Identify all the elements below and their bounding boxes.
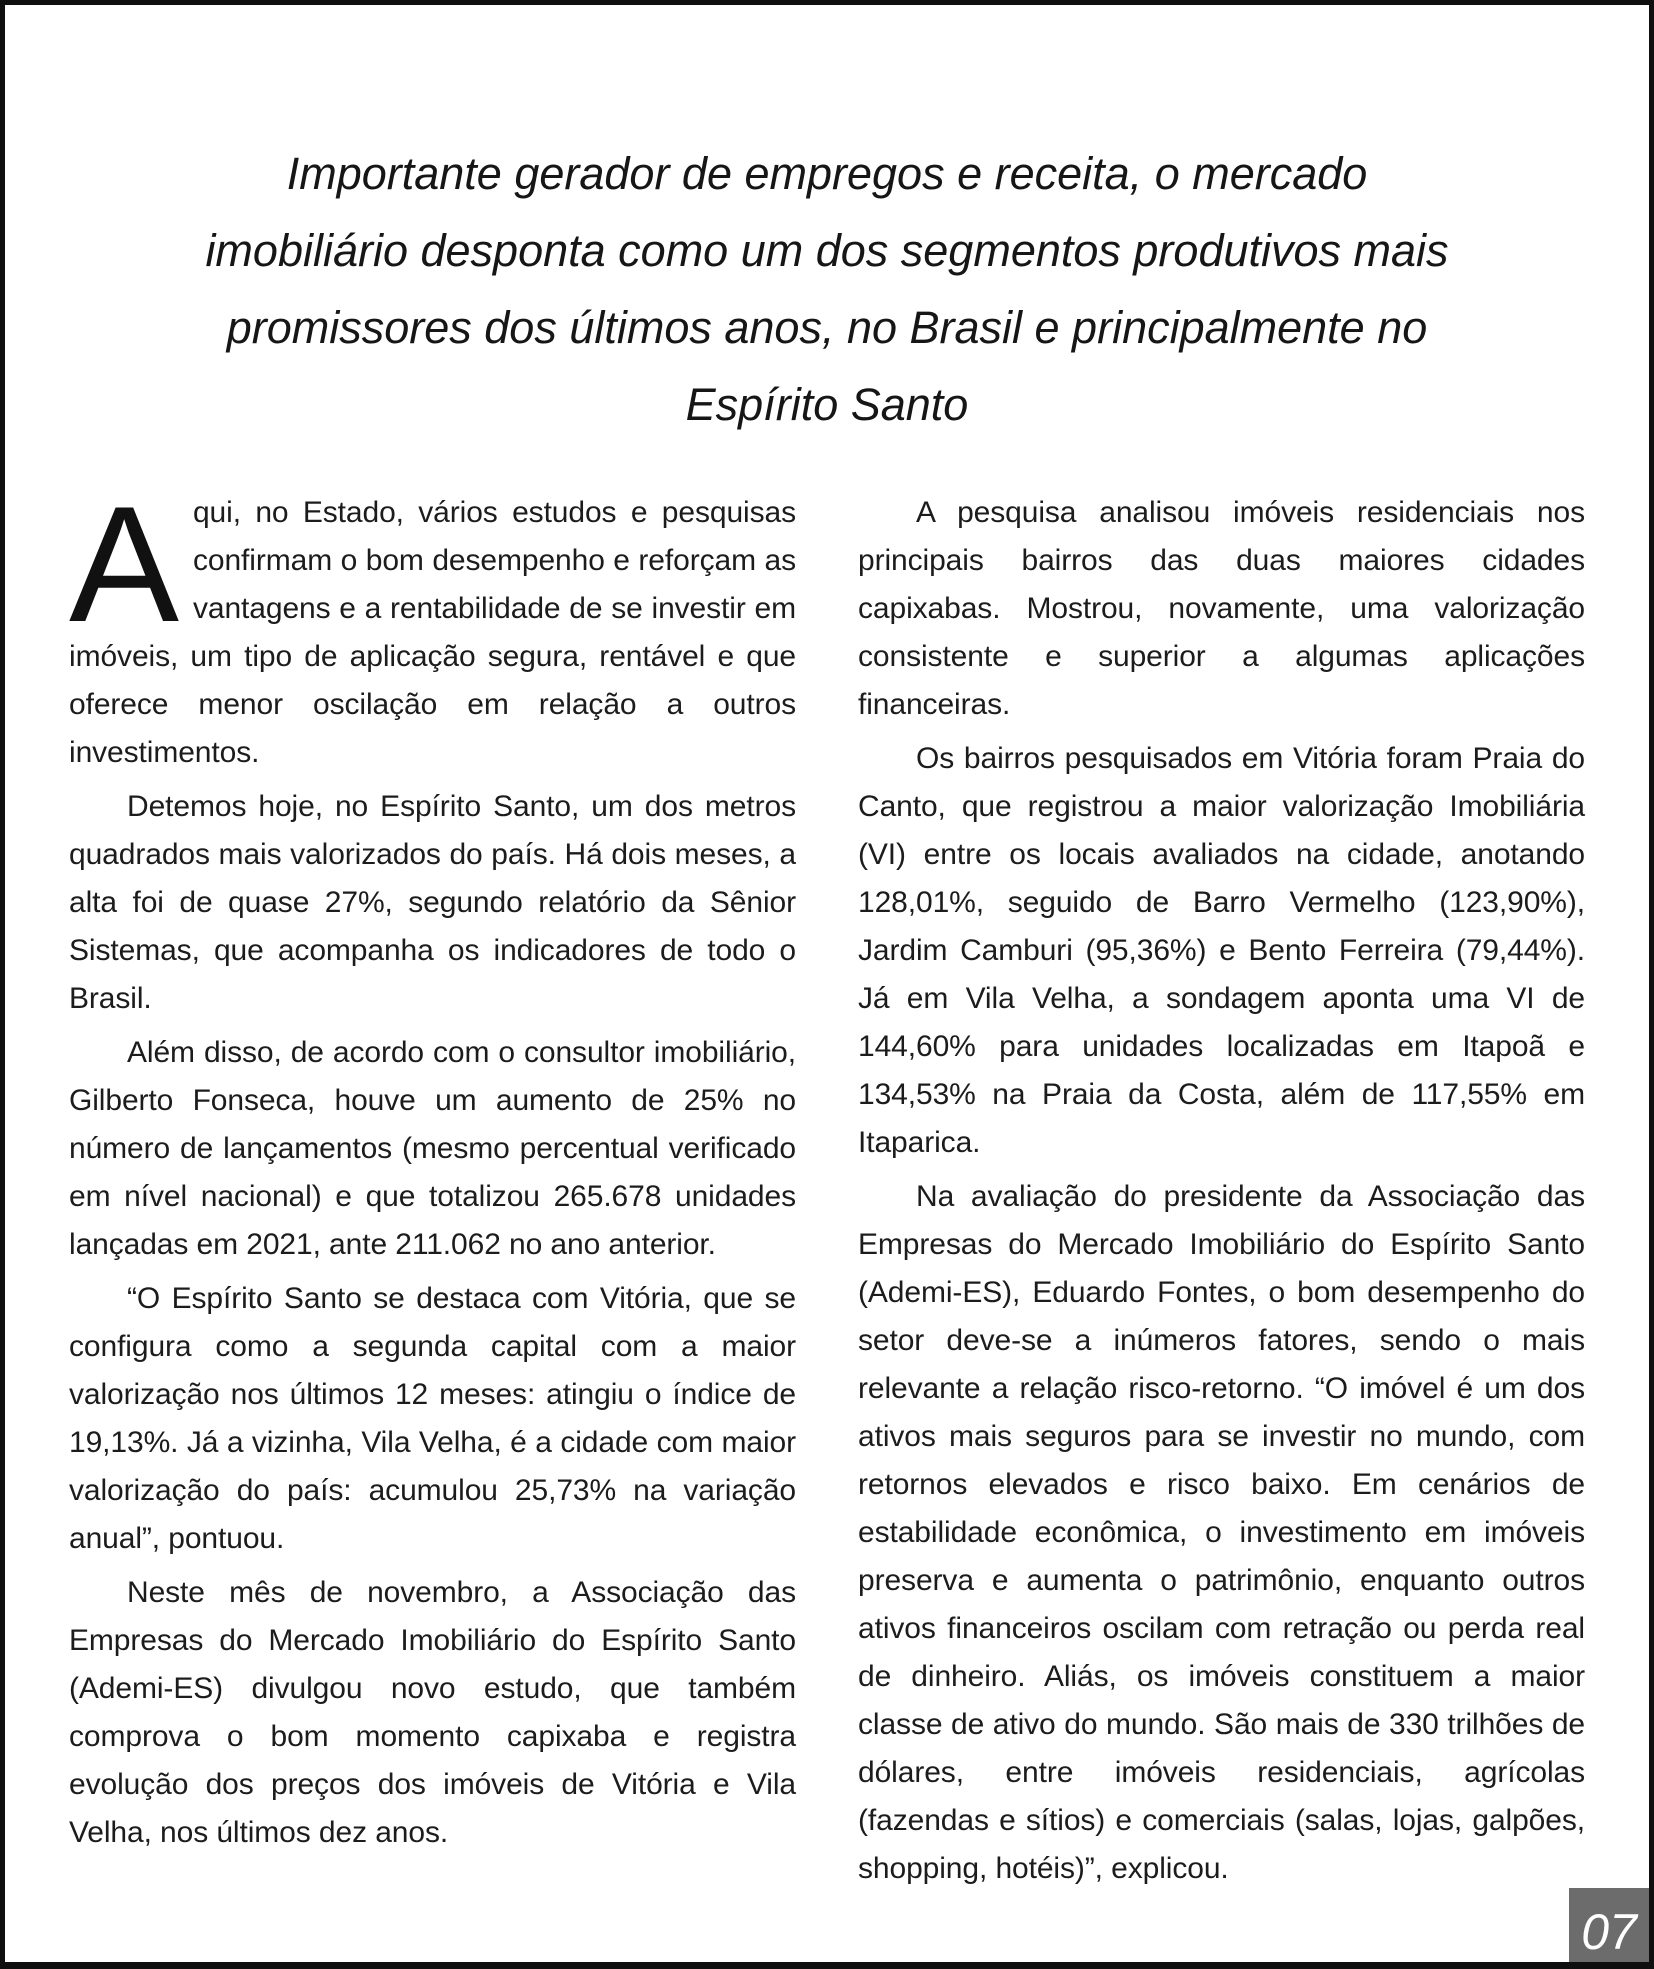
paragraph: A pesquisa analisou imóveis residenciais nos principais bairros das duas maiores cidades capixabas. Mostrou, novamente, uma valorização consistente e superior a algumas aplicações financeiras. (858, 496, 1585, 721)
paragraph: Os bairros pesquisados em Vitória foram Praia do Canto, que registrou a maior valorização Imobiliária (VI) entre os locais avaliados na cidade, anotando 128,01%, seguido de Barro Vermelho (123,90%), Jardim Camburi (95,36%) e Bento Ferreira (79,44%). Já em Vila Velha, a sondagem aponta uma VI de 144,60% para unidades localizadas em Itapoã e 134,53% na Praia da Costa, além de 117,55% em Itaparica. (858, 742, 1585, 1159)
paragraph-lead (69, 472, 796, 777)
headline-line-1: Importante gerador de empregos e receita, o mercado (286, 148, 1368, 199)
headline-line-2: imobiliário desponta como um dos segmentos produtivos mais (205, 225, 1449, 276)
headline-line-4: Espírito Santo (685, 379, 969, 430)
drop-cap-letter: A (69, 472, 179, 656)
left-column (69, 472, 796, 1899)
article-headline (5, 5, 1649, 443)
paragraph-lead-text: qui, no Estado, vários estudos e pesquisas confirmam o bom desempenho e reforçam as vantagens e a rentabilidade de se investir em imóveis, um tipo de aplicação segura, rentável e que oferece menor oscilação em relação a outros investimentos. (69, 496, 796, 769)
headline-line-3: promissores dos últimos anos, no Brasil e principalmente no (226, 302, 1428, 353)
right-column (858, 489, 1585, 1899)
paragraph: Na avaliação do presidente da Associação das Empresas do Mercado Imobiliário do Espírito Santo (Ademi-ES), Eduardo Fontes, o bom desempenho do setor deve-se a inúmeros fatores, sendo o mais relevante a relação risco-retorno. “O imóvel é um dos ativos mais seguros para se investir no mundo, com retornos elevados e risco baixo. Em cenários de estabilidade econômica, o investimento em imóveis preserva e aumenta o patrimônio, enquanto outros ativos financeiros oscilam com retração ou perda real de dinheiro. Aliás, os imóveis constituem a maior classe de ativo do mundo. São mais de 330 trilhões de dólares, entre imóveis residenciais, agrícolas (fazendas e sítios) e comerciais (salas, lojas, galpões, shopping, hotéis)”, explicou. (858, 1180, 1585, 1885)
paragraph: Neste mês de novembro, a Associação das Empresas do Mercado Imobiliário do Espírito Santo (Ademi-ES) divulgou novo estudo, que também comprova o bom momento capixaba e registra evolução dos preços dos imóveis de Vitória e Vila Velha, nos últimos dez anos. (69, 1576, 796, 1849)
page-number: 07 (1581, 1904, 1637, 1960)
paragraph: “O Espírito Santo se destaca com Vitória, que se configura como a segunda capital com a maior valorização nos últimos 12 meses: atingiu o índice de 19,13%. Já a vizinha, Vila Velha, é a cidade com maior valorização do país: acumulou 25,73% na variação anual”, pontuou. (69, 1282, 796, 1555)
paragraph: Detemos hoje, no Espírito Santo, um dos metros quadrados mais valorizados do país. Há dois meses, a alta foi de quase 27%, segundo relatório da Sênior Sistemas, que acompanha os indicadores de todo o Brasil. (69, 790, 796, 1015)
paragraph: Além disso, de acordo com o consultor imobiliário, Gilberto Fonseca, houve um aumento de 25% no número de lançamentos (mesmo percentual verificado em nível nacional) e que totalizou 265.678 unidades lançadas em 2021, ante 211.062 no ano anterior. (69, 1036, 796, 1261)
article-body (69, 472, 1585, 1899)
page-number-badge (1569, 1888, 1649, 1962)
